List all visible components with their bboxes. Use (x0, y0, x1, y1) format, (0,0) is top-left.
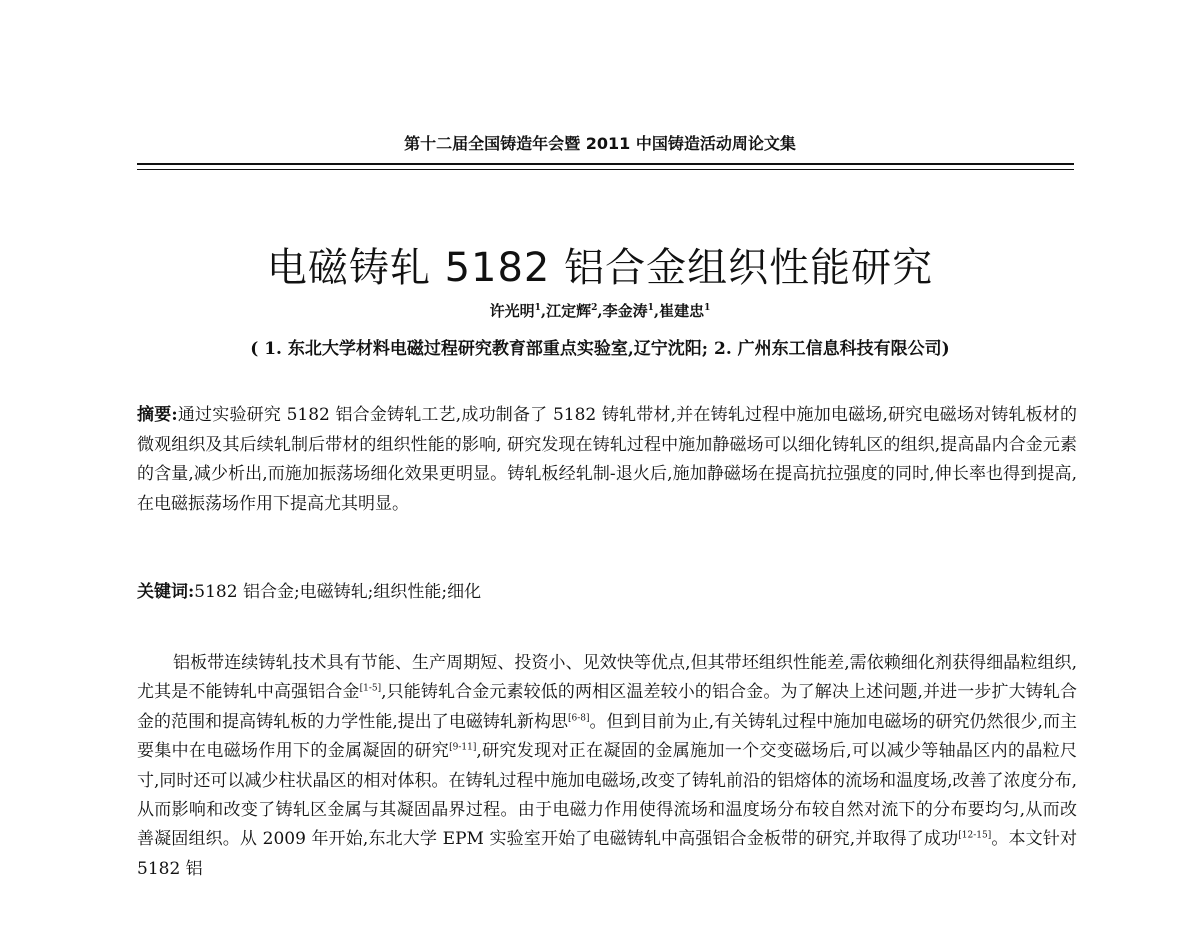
abstract (137, 401, 1077, 519)
affiliation: ( 1. 东北大学材料电磁过程研究教育部重点实验室,辽宁沈阳; 2. 广州东工信息科技有限公司) (250, 339, 950, 359)
body-paragraph (137, 649, 1077, 884)
running-header: 第十二届全国铸造年会暨 2011 中国铸造活动周论文集 (404, 134, 796, 153)
citation-ref: [12-15] (958, 830, 992, 841)
author-affiliation-mark: 1 (534, 303, 541, 313)
author-name: 崔建忠 (659, 302, 705, 320)
body-text-segment: ,只能铸轧合金元素较低的两相区温差较小的铝合金。为了解决上述问题,并进一步扩大铸轧合金的范围和提高铸轧板的力学性能,提出了电磁铸轧新构思 (137, 682, 1077, 732)
abstract-label: 摘要: (137, 405, 178, 425)
author-affiliation-mark: 2 (591, 303, 598, 313)
author-affiliation-mark: 1 (704, 303, 711, 313)
keywords-text: 5182 铝合金;电磁铸轧;组织性能;细化 (194, 582, 482, 602)
body-text-segment: ,研究发现对正在凝固的金属施加一个交变磁场后,可以减少等轴晶区内的晶粒尺寸,同时还可以减少柱状晶区的相对体积。在铸轧过程中施加电磁场,改变了铸轧前沿的铝熔体的流场和温度场,改善了浓度分布,从而影响和改变了铸轧区金属与其凝固晶界过程。由于电磁力作用使得流场和温度场分布较自然对流下的分布要均匀,从而改善凝固组织。从 2009 年开始,东北大学 EPM 实验室开始了电磁铸轧中高强铝合金板带的研究,并取得了成功 (137, 741, 1077, 850)
author-list: 许光明$^1$,江定辉$^2$,李金涛$^1$,崔建忠$^1$ (489, 302, 711, 320)
body-text-segment: 铝板带连续铸轧技术具有节能、生产周期短、投资小、见效快等优点,但其带坯组织性能差,需依赖细化剂获得细晶粒组织,尤其是不能铸轧中高强铝合金 (137, 653, 1077, 703)
keywords-label: 关键词: (137, 582, 195, 602)
body-text-segment: 。但到目前为止,有关铸轧过程中施加电磁场的研究仍然很少,而主要集中在电磁场作用下的金属凝固的研究 (137, 711, 1078, 762)
author-name: 江定辉 (546, 302, 592, 320)
abstract-text: 通过实验研究 5182 铝合金铸轧工艺,成功制备了 5182 铸轧带材,并在铸轧过程中施加电磁场,研究电磁场对铸轧板材的微观组织及其后续轧制后带材的组织性能的影响, 研究发现在铸轧过程中施加静磁场可以细化铸轧区的组织,提高晶内合金元素的含量,减少析出,而施加振荡场细化效果更明显。铸轧板经轧制-退火后,施加静磁场在提高抗拉强度的同时,伸长率也得到提高,在电磁振荡场作用下提高尤其明显。 (137, 405, 1077, 514)
header-rule-thick (137, 163, 1074, 165)
citation-ref: [9-11] (449, 742, 477, 753)
author-affiliation-mark: 1 (647, 303, 654, 313)
header-rule-thin (137, 169, 1074, 170)
author-name: 许光明 (489, 302, 535, 320)
body-text-segment: 。本文针对 5182 铝 (137, 829, 1077, 879)
paper-title: 电磁铸轧 5182 铝合金组织性能研究 (266, 245, 934, 291)
keywords (137, 578, 1077, 607)
citation-ref: [6-8] (568, 713, 590, 724)
author-name: 李金涛 (602, 302, 648, 320)
citation-ref: [1-5] (359, 683, 382, 694)
